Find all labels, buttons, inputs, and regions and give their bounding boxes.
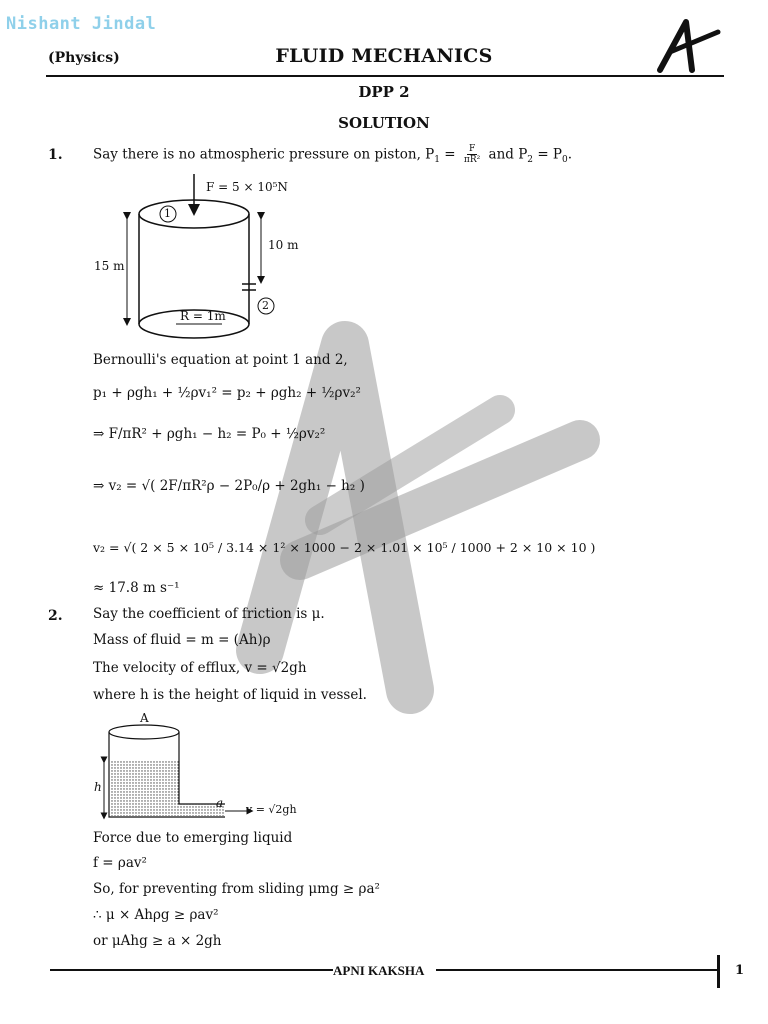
solution-heading: SOLUTION (338, 114, 430, 132)
dpp-heading: DPP 2 (358, 83, 410, 101)
footer-rule-right (436, 969, 719, 971)
force-label: F = 5 × 10⁵N (206, 180, 288, 194)
efflux-velocity-label: v = √2gh (246, 803, 297, 816)
author-watermark: Nishant Jindal (6, 14, 157, 34)
q1-equation-3: ⇒ v₂ = √( 2F/πR²ρ − 2P₀/ρ + 2gh₁ − h₂ ) (93, 478, 365, 494)
depth-label: 10 m (268, 238, 299, 252)
footer-rule-left (50, 969, 333, 971)
footer-tick (717, 955, 720, 988)
vessel-area-label: A (140, 711, 149, 725)
q2-line-9: or μAhg ≥ a × 2gh (93, 933, 222, 949)
q2-line-4: where h is the height of liquid in vessel. (93, 687, 367, 703)
q1-intro: Say there is no atmospheric pressure on piston, $P_1$ = $\frac{F}{\text{πR²}}$ and $P_2 = P_0$. (93, 144, 573, 166)
question-1-number: 1. (48, 147, 63, 163)
q2-line-1: Say the coefficient of friction is μ. (93, 606, 325, 622)
q1-bernoulli-text: Bernoulli's equation at point 1 and 2, (93, 352, 348, 368)
page-number: 1 (735, 963, 745, 978)
orifice-area-label: a (216, 796, 224, 810)
question-2-number: 2. (48, 608, 63, 624)
q2-line-6: f = ρav² (93, 855, 147, 871)
q2-line-8: ∴ μ × Ahρg ≥ ρav² (93, 907, 219, 923)
point-2-label: 2 (262, 299, 269, 312)
q2-line-2: Mass of fluid = m = (Ah)ρ (93, 632, 271, 648)
q1-equation-4: v₂ = √( 2 × 5 × 10⁵ / 3.14 × 1² × 1000 − 2 × 1.01 × 10⁵ / 1000 + 2 × 10 × 10 ) (93, 540, 596, 555)
q1-answer: ≈ 17.8 m s⁻¹ (93, 580, 180, 596)
subject-label: (Physics) (48, 50, 120, 66)
footer-brand: APNI KAKSHA (333, 963, 425, 978)
point-1-label: 1 (164, 207, 171, 220)
q2-line-7: So, for preventing from sliding μmg ≥ ρa² (93, 881, 380, 897)
vessel-height-label: h (94, 780, 102, 794)
q2-line-3: The velocity of efflux, v = √2gh (93, 660, 307, 676)
q2-line-5: Force due to emerging liquid (93, 830, 293, 846)
page-title: FLUID MECHANICS (275, 45, 493, 67)
height-label: 15 m (94, 259, 125, 273)
q1-equation-1: p₁ + ρgh₁ + ½ρv₁² = p₂ + ρgh₂ + ½ρv₂² (93, 385, 361, 401)
radius-label: R = 1m (180, 309, 226, 323)
q1-equation-2: ⇒ F/πR² + ρgh₁ − h₂ = P₀ + ½ρv₂² (93, 426, 326, 442)
